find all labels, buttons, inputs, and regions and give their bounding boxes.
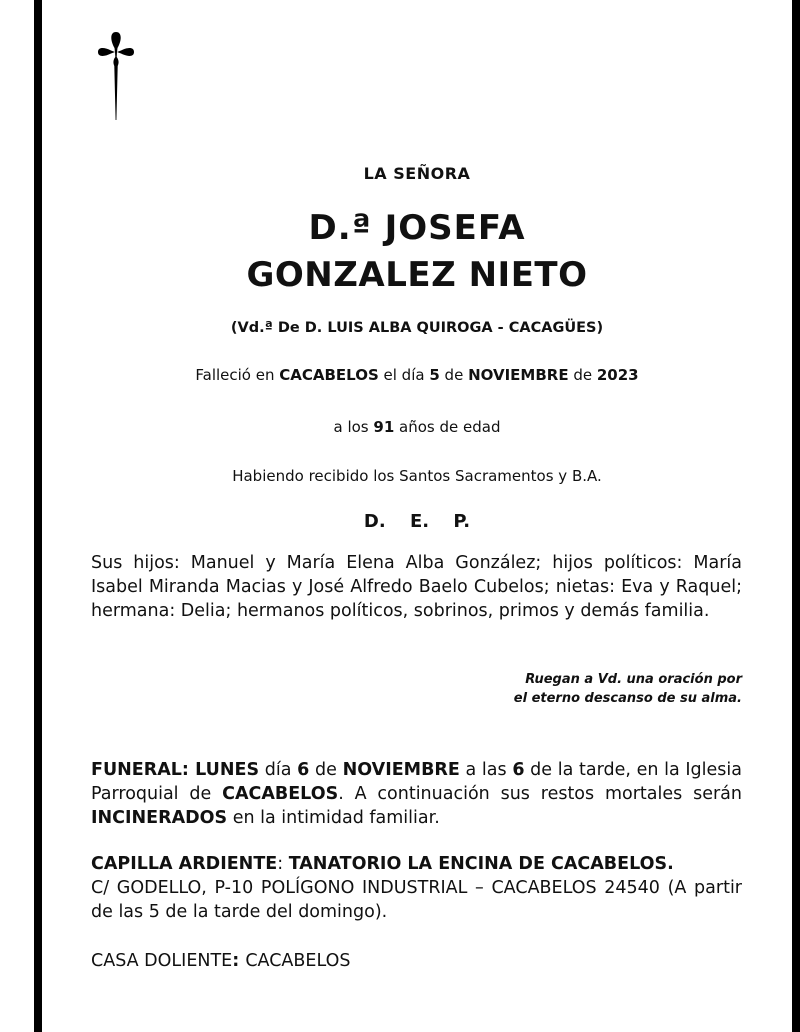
funeral-text: . A continuación sus restos mortales serán	[338, 784, 742, 804]
death-day: 5	[429, 366, 440, 384]
capilla-label: CAPILLA ARDIENTE	[91, 854, 278, 874]
death-text: el día	[378, 366, 430, 384]
funeral-text: a las	[459, 760, 513, 780]
dep-initials: D. E. P.	[363, 511, 471, 532]
family-paragraph: Sus hijos: Manuel y María Elena Alba González; hijos políticos: María Isabel Miranda Macias y José Alfredo Baelo Cubelos; nietas: Eva y Raquel; hermana: Delia; hermanos políticos, sobrinos, primos y demás familia.	[91, 553, 742, 621]
funeral-text: de la tarde, en la Iglesia Parroquial de	[91, 760, 742, 804]
funeral-place: CACABELOS	[222, 784, 339, 804]
deceased-name-line2: GONZALEZ NIETO	[246, 255, 588, 295]
funeral-text: en la intimidad familiar.	[227, 808, 440, 828]
funeral-month: NOVIEMBRE	[342, 760, 460, 780]
funeral-hour: 6	[512, 760, 525, 780]
cross-icon	[96, 30, 136, 122]
capilla-paragraph	[91, 852, 742, 924]
death-info	[42, 366, 792, 384]
capilla-venue: TANATORIO LA ENCINA DE CACABELOS.	[288, 854, 674, 874]
casa-sep: :	[232, 951, 246, 971]
title-prefix: LA SEÑORA	[363, 164, 471, 183]
deceased-name-line1: D.ª JOSEFA	[308, 208, 526, 248]
age-value: 91	[373, 418, 395, 436]
funeral-text: día	[259, 760, 298, 780]
age-text: a los	[333, 418, 374, 436]
prayer-line: Ruegan a Vd. una oración por	[525, 672, 742, 687]
sacraments-note: Habiendo recibido los Santos Sacramentos y B.A.	[232, 467, 602, 485]
prayer-request	[400, 670, 742, 708]
death-year: 2023	[596, 366, 639, 384]
left-border	[34, 0, 42, 1032]
casa-place: CACABELOS	[245, 951, 351, 971]
death-place: CACABELOS	[279, 366, 379, 384]
death-text: Falleció en	[195, 366, 280, 384]
casa-doliente	[91, 949, 742, 973]
funeral-paragraph	[91, 758, 742, 830]
funeral-day: 6	[297, 760, 310, 780]
widow-note: (Vd.ª De D. LUIS ALBA QUIROGA - CACAGÜES)	[230, 320, 604, 336]
death-text: de	[568, 366, 597, 384]
funeral-label: FUNERAL: LUNES	[91, 760, 260, 780]
right-border	[792, 0, 800, 1032]
age-text: años de edad	[394, 418, 501, 436]
capilla-address: C/ GODELLO, P-10 POLÍGONO INDUSTRIAL – CACABELOS 24540 (A partir de las 5 de la tarde del domingo).	[91, 878, 742, 922]
casa-label: CASA DOLIENTE	[91, 951, 233, 971]
age-info	[42, 418, 792, 436]
prayer-line: el eterno descanso de su alma.	[513, 691, 742, 706]
death-text: de	[439, 366, 469, 384]
funeral-text: de	[309, 760, 343, 780]
capilla-sep: :	[277, 854, 289, 874]
funeral-action: INCINERADOS	[91, 808, 228, 828]
death-month: NOVIEMBRE	[468, 366, 569, 384]
